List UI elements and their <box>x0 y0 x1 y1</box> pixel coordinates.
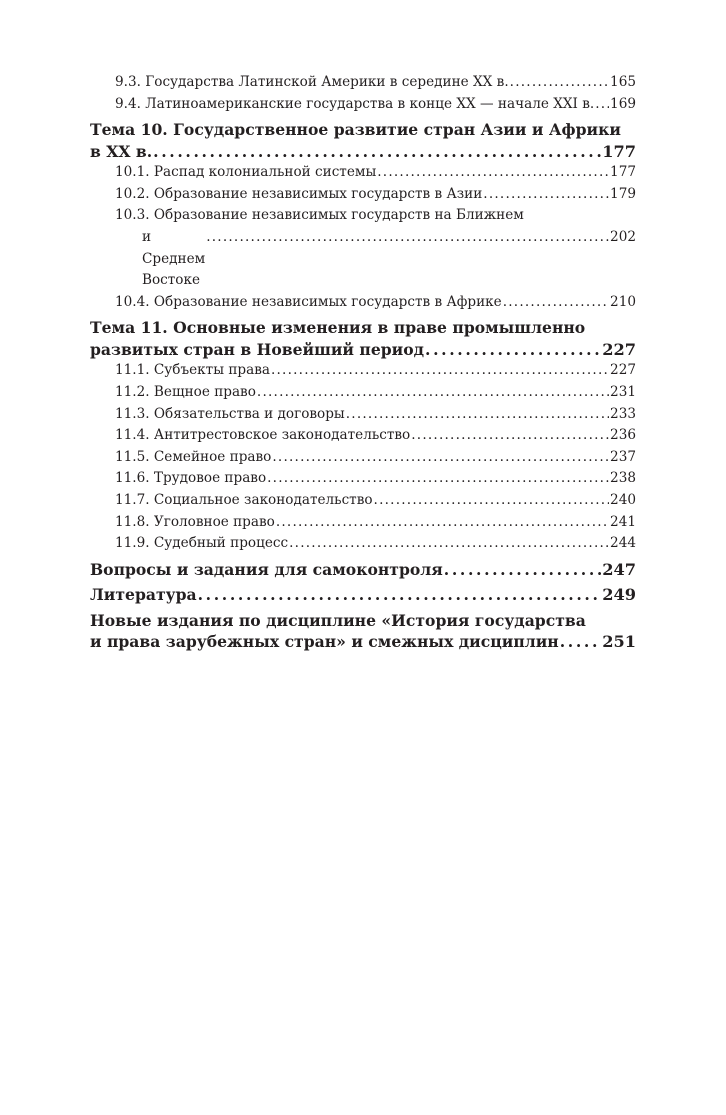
dot-leader <box>271 360 609 382</box>
toc-entry-title: 9.3. Государства Латинской Америки в середине XX в. <box>115 74 509 90</box>
toc-entry-page: 210 <box>610 293 636 310</box>
toc-entry-page: 231 <box>610 383 636 400</box>
toc-entry-title: 10.4. Образование независимых государств в Африке <box>115 293 502 310</box>
toc-theme-11[interactable] <box>90 317 636 360</box>
dot-leader <box>510 72 609 94</box>
theme-title-line2: и права зарубежных стран» и смежных дисциплин <box>90 632 559 652</box>
toc-entry[interactable] <box>90 205 636 291</box>
toc-entry-page: 241 <box>610 513 636 530</box>
toc-entry-title: 10.2. Образование независимых государств в Азии <box>115 185 483 202</box>
dot-leader <box>289 533 609 555</box>
toc-entry[interactable] <box>90 490 636 512</box>
toc-entry-title: 10.1. Распад колониальной системы <box>115 164 377 181</box>
dot-leader <box>377 162 609 184</box>
dot-leader <box>483 184 609 206</box>
dot-leader <box>595 94 609 116</box>
toc-entry-page: 177 <box>602 141 636 161</box>
toc-entry[interactable] <box>90 468 636 490</box>
toc-entry-title-line2: и Среднем Востоке <box>142 228 206 289</box>
toc-entry-title: 11.6. Трудовое право <box>115 470 267 487</box>
toc-entry[interactable] <box>90 533 636 555</box>
toc-entry-page: 169 <box>610 95 636 112</box>
toc-entry-page: 238 <box>610 470 636 487</box>
toc-entry-title: 11.7. Социальное законодательство <box>115 491 373 508</box>
toc-entry-title: 11.2. Вещное право <box>115 383 256 400</box>
toc-entry-page: 240 <box>610 491 636 508</box>
toc-questions[interactable] <box>90 559 636 581</box>
toc-entry-page: 165 <box>610 74 636 90</box>
theme-title-line1: Тема 10. Государственное развитие стран Азии и Африки <box>90 120 621 140</box>
toc-entry[interactable] <box>90 425 636 447</box>
toc-entry[interactable] <box>90 162 636 184</box>
toc-entry-title-line1: 10.3. Образование независимых государств на Ближнем <box>115 207 524 224</box>
theme-title-line2: в XX в. <box>90 141 153 161</box>
dot-leader <box>257 382 609 404</box>
toc-entry[interactable] <box>90 404 636 426</box>
dot-leader <box>346 404 609 426</box>
theme-title-line2: развитых стран в Новейший период <box>90 339 425 359</box>
dot-leader <box>153 141 601 163</box>
toc-entry-page: 236 <box>610 427 636 444</box>
toc-theme-10[interactable] <box>90 119 636 162</box>
dot-leader <box>272 447 609 469</box>
dot-leader <box>444 559 601 581</box>
toc-entry-page: 233 <box>610 405 636 422</box>
dot-leader <box>560 631 601 653</box>
toc-entry-title: 11.8. Уголовное право <box>115 513 275 530</box>
toc-entry-page: 179 <box>610 185 636 202</box>
dot-leader <box>267 468 609 490</box>
toc-entry-page: 227 <box>602 339 636 359</box>
theme-title-line1: Тема 11. Основные изменения в праве промышленно <box>90 318 586 338</box>
toc-entry-page: 177 <box>610 164 636 181</box>
table-of-contents <box>90 72 636 653</box>
dot-leader <box>198 584 602 606</box>
dot-leader <box>425 339 601 361</box>
toc-entry-page: 202 <box>610 228 636 245</box>
toc-entry-title: 11.9. Судебный процесс <box>115 535 289 552</box>
toc-entry-page: 244 <box>610 535 636 552</box>
toc-new-editions[interactable] <box>90 610 636 653</box>
toc-entry-title: 11.1. Субъекты права <box>115 362 270 379</box>
toc-entry-title: 11.3. Обязательства и договоры <box>115 405 345 422</box>
toc-entry[interactable] <box>90 292 636 314</box>
toc-entry-page: 249 <box>602 585 636 605</box>
toc-entry-title: 9.4. Латиноамериканские государства в конце XX — начале XXI в. <box>115 95 595 112</box>
toc-entry-page: 251 <box>602 632 636 652</box>
toc-entry[interactable] <box>90 382 636 404</box>
toc-entry-page: 247 <box>602 559 636 579</box>
toc-entry[interactable] <box>90 184 636 206</box>
toc-entry-title: Вопросы и задания для самоконтроля <box>90 559 443 579</box>
toc-entry[interactable] <box>90 94 636 116</box>
toc-entry-title: 11.4. Антитрестовское законодательство <box>115 427 411 444</box>
toc-entry[interactable] <box>90 360 636 382</box>
toc-entry-page: 227 <box>610 362 636 379</box>
toc-entry-title: Литература <box>90 585 197 605</box>
toc-literature[interactable] <box>90 584 636 606</box>
toc-entry-title: 11.5. Семейное право <box>115 448 272 465</box>
toc-entry[interactable] <box>90 447 636 469</box>
toc-entry[interactable] <box>90 512 636 534</box>
dot-leader <box>206 227 609 249</box>
dot-leader <box>503 292 609 314</box>
toc-entry-page: 237 <box>610 448 636 465</box>
dot-leader <box>411 425 609 447</box>
chapter-9-subsections <box>90 72 636 115</box>
theme-title-line1: Новые издания по дисциплине «История государства <box>90 610 586 630</box>
dot-leader <box>374 490 610 512</box>
dot-leader <box>276 512 609 534</box>
toc-entry[interactable] <box>90 72 636 94</box>
